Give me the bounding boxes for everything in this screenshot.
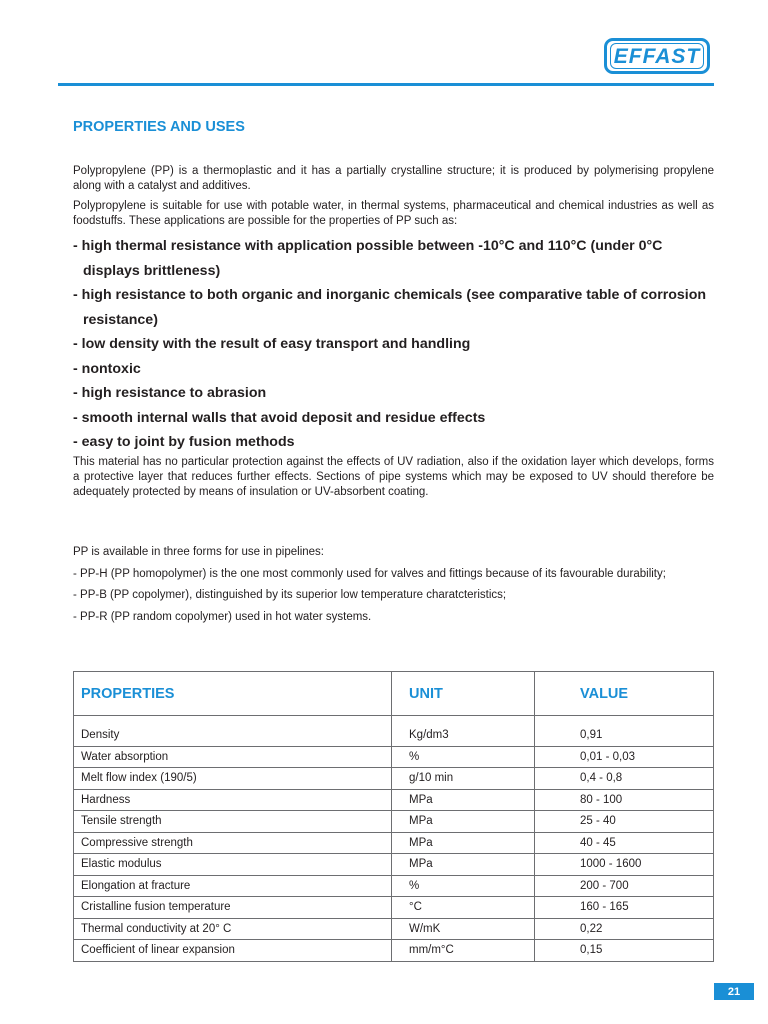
list-item: - high resistance to abrasion bbox=[73, 385, 267, 401]
effast-logo bbox=[604, 38, 710, 74]
property-cell: Elastic modulus bbox=[74, 854, 392, 876]
header-value: VALUE bbox=[535, 672, 714, 716]
unit-cell: MPa bbox=[392, 789, 535, 811]
property-cell: Water absorption bbox=[74, 746, 392, 768]
list-item: - PP-H (PP homopolymer) is the one most commonly used for valves and fittings because of its favourable durability; bbox=[73, 567, 666, 580]
value-cell: 25 - 40 bbox=[535, 811, 714, 833]
table-row bbox=[74, 811, 714, 833]
properties-list bbox=[73, 234, 718, 455]
property-cell: Compressive strength bbox=[74, 832, 392, 854]
unit-cell: % bbox=[392, 875, 535, 897]
table-body bbox=[74, 716, 714, 962]
table-row bbox=[74, 768, 714, 790]
list-item: - low density with the result of easy transport and handling bbox=[73, 336, 471, 352]
property-cell: Density bbox=[74, 716, 392, 747]
forms-intro: PP is available in three forms for use in pipelines: bbox=[73, 546, 325, 558]
unit-cell: MPa bbox=[392, 854, 535, 876]
value-cell: 0,22 bbox=[535, 918, 714, 940]
header-unit: UNIT bbox=[392, 672, 535, 716]
table-row bbox=[74, 897, 714, 919]
unit-cell: MPa bbox=[392, 832, 535, 854]
table-row bbox=[74, 746, 714, 768]
value-cell: 200 - 700 bbox=[535, 875, 714, 897]
unit-cell: mm/m°C bbox=[392, 940, 535, 962]
property-cell: Elongation at fracture bbox=[74, 875, 392, 897]
logo-text: EFFAST bbox=[610, 43, 704, 69]
property-cell: Coefficient of linear expansion bbox=[74, 940, 392, 962]
list-item: - PP-R (PP random copolymer) used in hot water systems. bbox=[73, 610, 372, 623]
list-item: - PP-B (PP copolymer), distinguished by its superior low temperature charatcteristics; bbox=[73, 589, 507, 601]
table-row bbox=[74, 918, 714, 940]
uv-paragraph: This material has no particular protection against the effects of UV radiation, also if the oxidation layer which develops, forms a protective layer that reduces further effects. Sections of pipe systems which may be exposed to UV should therefore be adequately protected by means of insulation or UV-absorbent coating. bbox=[73, 456, 714, 498]
value-cell: 0,15 bbox=[535, 940, 714, 962]
list-item: - high resistance to both organic and inorganic chemicals (see comparative table of corrosion resistance) bbox=[73, 287, 707, 328]
value-cell: 0,4 - 0,8 bbox=[535, 768, 714, 790]
unit-cell: Kg/dm3 bbox=[392, 716, 535, 747]
table-row bbox=[74, 940, 714, 962]
table-row bbox=[74, 832, 714, 854]
property-cell: Thermal conductivity at 20° C bbox=[74, 918, 392, 940]
unit-cell: °C bbox=[392, 897, 535, 919]
value-cell: 80 - 100 bbox=[535, 789, 714, 811]
list-item: - high thermal resistance with application possible between -10°C and 110°C (under 0°C displays brittleness) bbox=[73, 238, 663, 279]
unit-cell: g/10 min bbox=[392, 768, 535, 790]
value-cell: 0,01 - 0,03 bbox=[535, 746, 714, 768]
value-cell: 40 - 45 bbox=[535, 832, 714, 854]
section-title: PROPERTIES AND USES bbox=[73, 119, 245, 135]
intro-paragraph-1: Polypropylene (PP) is a thermoplastic and it has a partially crystalline structure; it is produced by polymerising propylene along with a catalyst and additives. bbox=[73, 165, 714, 192]
property-cell: Tensile strength bbox=[74, 811, 392, 833]
header-rule bbox=[58, 83, 714, 86]
pp-forms-list bbox=[73, 542, 714, 628]
table-header-row bbox=[74, 672, 714, 716]
unit-cell: MPa bbox=[392, 811, 535, 833]
unit-cell: W/mK bbox=[392, 918, 535, 940]
property-cell: Melt flow index (190/5) bbox=[74, 768, 392, 790]
table-row bbox=[74, 789, 714, 811]
list-item: - easy to joint by fusion methods bbox=[73, 434, 295, 450]
unit-cell: % bbox=[392, 746, 535, 768]
properties-table bbox=[73, 671, 714, 962]
value-cell: 160 - 165 bbox=[535, 897, 714, 919]
table-row bbox=[74, 716, 714, 747]
header-properties: PROPERTIES bbox=[74, 672, 392, 716]
table-row bbox=[74, 875, 714, 897]
property-cell: Cristalline fusion temperature bbox=[74, 897, 392, 919]
property-cell: Hardness bbox=[74, 789, 392, 811]
value-cell: 0,91 bbox=[535, 716, 714, 747]
list-item: - nontoxic bbox=[73, 360, 141, 377]
intro-paragraph-2: Polypropylene is suitable for use with potable water, in thermal systems, pharmaceutical and chemical industries as well as foodstuffs. These applications are possible for the properties of PP such as: bbox=[73, 200, 714, 227]
value-cell: 1000 - 1600 bbox=[535, 854, 714, 876]
page-number: 21 bbox=[714, 983, 754, 1000]
list-item: - smooth internal walls that avoid deposit and residue effects bbox=[73, 409, 486, 426]
table-row bbox=[74, 854, 714, 876]
